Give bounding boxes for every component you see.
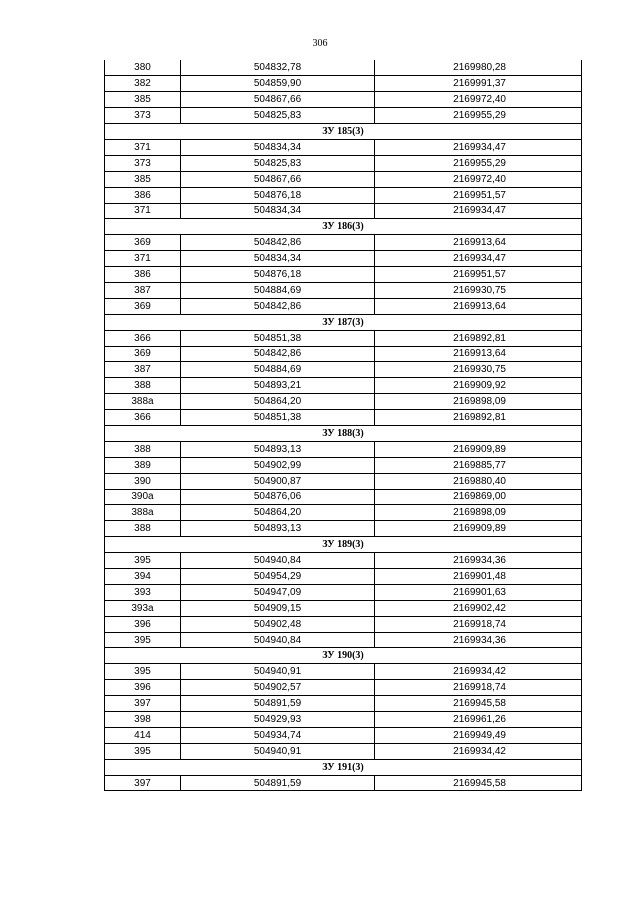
table-row — [105, 441, 582, 457]
x-coordinate-cell: 504825,83 — [181, 155, 375, 171]
x-coordinate-cell: 504893,13 — [181, 521, 375, 537]
x-coordinate-cell: 504891,59 — [181, 775, 375, 791]
point-number-cell: 389 — [105, 457, 181, 473]
y-coordinate-cell: 2169930,75 — [375, 282, 582, 298]
y-coordinate-cell: 2169909,89 — [375, 441, 582, 457]
point-number-cell: 393 — [105, 584, 181, 600]
x-coordinate-cell: 504893,13 — [181, 441, 375, 457]
point-number-cell: 382 — [105, 76, 181, 92]
point-number-cell: 393а — [105, 600, 181, 616]
y-coordinate-cell: 2169885,77 — [375, 457, 582, 473]
table-row — [105, 108, 582, 124]
y-coordinate-cell: 2169934,36 — [375, 632, 582, 648]
x-coordinate-cell: 504884,69 — [181, 362, 375, 378]
table-row — [105, 330, 582, 346]
table-row — [105, 712, 582, 728]
x-coordinate-cell: 504851,38 — [181, 410, 375, 426]
table-row — [105, 187, 582, 203]
table-row — [105, 616, 582, 632]
point-number-cell: 371 — [105, 139, 181, 155]
y-coordinate-cell: 2169945,58 — [375, 696, 582, 712]
point-number-cell: 371 — [105, 203, 181, 219]
y-coordinate-cell: 2169934,42 — [375, 664, 582, 680]
section-title: ЗУ 186(3) — [105, 219, 582, 235]
x-coordinate-cell: 504929,93 — [181, 712, 375, 728]
section-header-row — [105, 759, 582, 775]
y-coordinate-cell: 2169934,42 — [375, 743, 582, 759]
section-title: ЗУ 185(3) — [105, 124, 582, 140]
table-row — [105, 600, 582, 616]
x-coordinate-cell: 504834,34 — [181, 139, 375, 155]
y-coordinate-cell: 2169949,49 — [375, 727, 582, 743]
x-coordinate-cell: 504842,86 — [181, 346, 375, 362]
x-coordinate-cell: 504909,15 — [181, 600, 375, 616]
y-coordinate-cell: 2169955,29 — [375, 155, 582, 171]
table-row — [105, 139, 582, 155]
point-number-cell: 386 — [105, 267, 181, 283]
table-row — [105, 569, 582, 585]
table-row — [105, 394, 582, 410]
point-number-cell: 369 — [105, 235, 181, 251]
table-row — [105, 743, 582, 759]
y-coordinate-cell: 2169951,57 — [375, 187, 582, 203]
point-number-cell: 388а — [105, 394, 181, 410]
y-coordinate-cell: 2169880,40 — [375, 473, 582, 489]
table-row — [105, 696, 582, 712]
y-coordinate-cell: 2169918,74 — [375, 616, 582, 632]
section-header-row — [105, 124, 582, 140]
y-coordinate-cell: 2169913,64 — [375, 346, 582, 362]
point-number-cell: 390а — [105, 489, 181, 505]
point-number-cell: 386 — [105, 187, 181, 203]
point-number-cell: 395 — [105, 632, 181, 648]
table-row — [105, 362, 582, 378]
x-coordinate-cell: 504867,66 — [181, 171, 375, 187]
point-number-cell: 390 — [105, 473, 181, 489]
table-row — [105, 76, 582, 92]
table-row — [105, 584, 582, 600]
y-coordinate-cell: 2169951,57 — [375, 267, 582, 283]
point-number-cell: 395 — [105, 664, 181, 680]
point-number-cell: 388а — [105, 505, 181, 521]
y-coordinate-cell: 2169945,58 — [375, 775, 582, 791]
x-coordinate-cell: 504825,83 — [181, 108, 375, 124]
y-coordinate-cell: 2169934,47 — [375, 203, 582, 219]
table-row — [105, 727, 582, 743]
x-coordinate-cell: 504900,87 — [181, 473, 375, 489]
table-row — [105, 346, 582, 362]
x-coordinate-cell: 504859,90 — [181, 76, 375, 92]
table-row — [105, 410, 582, 426]
y-coordinate-cell: 2169955,29 — [375, 108, 582, 124]
table-row — [105, 457, 582, 473]
point-number-cell: 369 — [105, 346, 181, 362]
point-number-cell: 388 — [105, 441, 181, 457]
x-coordinate-cell: 504893,21 — [181, 378, 375, 394]
point-number-cell: 397 — [105, 696, 181, 712]
table-row — [105, 553, 582, 569]
table-row — [105, 298, 582, 314]
point-number-cell: 395 — [105, 743, 181, 759]
table-row — [105, 60, 582, 76]
page-number: 306 — [312, 38, 328, 49]
y-coordinate-cell: 2169934,36 — [375, 553, 582, 569]
x-coordinate-cell: 504864,20 — [181, 505, 375, 521]
point-number-cell: 398 — [105, 712, 181, 728]
y-coordinate-cell: 2169980,28 — [375, 60, 582, 76]
table-row — [105, 155, 582, 171]
point-number-cell: 388 — [105, 378, 181, 394]
section-title: ЗУ 190(3) — [105, 648, 582, 664]
point-number-cell: 387 — [105, 362, 181, 378]
x-coordinate-cell: 504864,20 — [181, 394, 375, 410]
point-number-cell: 369 — [105, 298, 181, 314]
y-coordinate-cell: 2169892,81 — [375, 330, 582, 346]
x-coordinate-cell: 504940,91 — [181, 664, 375, 680]
table-row — [105, 378, 582, 394]
x-coordinate-cell: 504947,09 — [181, 584, 375, 600]
y-coordinate-cell: 2169898,09 — [375, 394, 582, 410]
section-title: ЗУ 187(3) — [105, 314, 582, 330]
point-number-cell: 397 — [105, 775, 181, 791]
point-number-cell: 366 — [105, 410, 181, 426]
x-coordinate-cell: 504940,91 — [181, 743, 375, 759]
table-row — [105, 267, 582, 283]
table-row — [105, 282, 582, 298]
x-coordinate-cell: 504834,34 — [181, 203, 375, 219]
x-coordinate-cell: 504891,59 — [181, 696, 375, 712]
x-coordinate-cell: 504851,38 — [181, 330, 375, 346]
y-coordinate-cell: 2169930,75 — [375, 362, 582, 378]
x-coordinate-cell: 504876,18 — [181, 187, 375, 203]
y-coordinate-cell: 2169934,47 — [375, 139, 582, 155]
table-row — [105, 473, 582, 489]
table-row — [105, 680, 582, 696]
table-row — [105, 505, 582, 521]
x-coordinate-cell: 504876,06 — [181, 489, 375, 505]
point-number-cell: 395 — [105, 553, 181, 569]
x-coordinate-cell: 504902,99 — [181, 457, 375, 473]
table-row — [105, 632, 582, 648]
x-coordinate-cell: 504867,66 — [181, 92, 375, 108]
point-number-cell: 371 — [105, 251, 181, 267]
x-coordinate-cell: 504834,34 — [181, 251, 375, 267]
x-coordinate-cell: 504876,18 — [181, 267, 375, 283]
table-row — [105, 235, 582, 251]
point-number-cell: 385 — [105, 92, 181, 108]
y-coordinate-cell: 2169902,42 — [375, 600, 582, 616]
y-coordinate-cell: 2169898,09 — [375, 505, 582, 521]
y-coordinate-cell: 2169892,81 — [375, 410, 582, 426]
coordinates-table — [104, 60, 582, 791]
x-coordinate-cell: 504940,84 — [181, 632, 375, 648]
coordinates-table-body — [105, 60, 582, 791]
point-number-cell: 373 — [105, 155, 181, 171]
section-title: ЗУ 191(3) — [105, 759, 582, 775]
y-coordinate-cell: 2169961,26 — [375, 712, 582, 728]
x-coordinate-cell: 504940,84 — [181, 553, 375, 569]
table-row — [105, 775, 582, 791]
y-coordinate-cell: 2169934,47 — [375, 251, 582, 267]
y-coordinate-cell: 2169869,00 — [375, 489, 582, 505]
y-coordinate-cell: 2169909,89 — [375, 521, 582, 537]
point-number-cell: 414 — [105, 727, 181, 743]
x-coordinate-cell: 504832,78 — [181, 60, 375, 76]
section-header-row — [105, 219, 582, 235]
table-row — [105, 521, 582, 537]
section-header-row — [105, 648, 582, 664]
y-coordinate-cell: 2169972,40 — [375, 92, 582, 108]
x-coordinate-cell: 504902,48 — [181, 616, 375, 632]
point-number-cell: 380 — [105, 60, 181, 76]
y-coordinate-cell: 2169901,48 — [375, 569, 582, 585]
point-number-cell: 385 — [105, 171, 181, 187]
section-title: ЗУ 189(3) — [105, 537, 582, 553]
section-header-row — [105, 425, 582, 441]
y-coordinate-cell: 2169991,37 — [375, 76, 582, 92]
point-number-cell: 396 — [105, 680, 181, 696]
x-coordinate-cell: 504934,74 — [181, 727, 375, 743]
table-row — [105, 664, 582, 680]
section-title: ЗУ 188(3) — [105, 425, 582, 441]
point-number-cell: 388 — [105, 521, 181, 537]
table-row — [105, 171, 582, 187]
point-number-cell: 396 — [105, 616, 181, 632]
y-coordinate-cell: 2169918,74 — [375, 680, 582, 696]
x-coordinate-cell: 504842,86 — [181, 235, 375, 251]
table-row — [105, 203, 582, 219]
y-coordinate-cell: 2169901,63 — [375, 584, 582, 600]
section-header-row — [105, 537, 582, 553]
x-coordinate-cell: 504842,86 — [181, 298, 375, 314]
x-coordinate-cell: 504884,69 — [181, 282, 375, 298]
x-coordinate-cell: 504902,57 — [181, 680, 375, 696]
table-row — [105, 251, 582, 267]
point-number-cell: 387 — [105, 282, 181, 298]
y-coordinate-cell: 2169909,92 — [375, 378, 582, 394]
point-number-cell: 394 — [105, 569, 181, 585]
point-number-cell: 366 — [105, 330, 181, 346]
section-header-row — [105, 314, 582, 330]
y-coordinate-cell: 2169913,64 — [375, 298, 582, 314]
y-coordinate-cell: 2169913,64 — [375, 235, 582, 251]
point-number-cell: 373 — [105, 108, 181, 124]
x-coordinate-cell: 504954,29 — [181, 569, 375, 585]
table-row — [105, 92, 582, 108]
y-coordinate-cell: 2169972,40 — [375, 171, 582, 187]
table-row — [105, 489, 582, 505]
